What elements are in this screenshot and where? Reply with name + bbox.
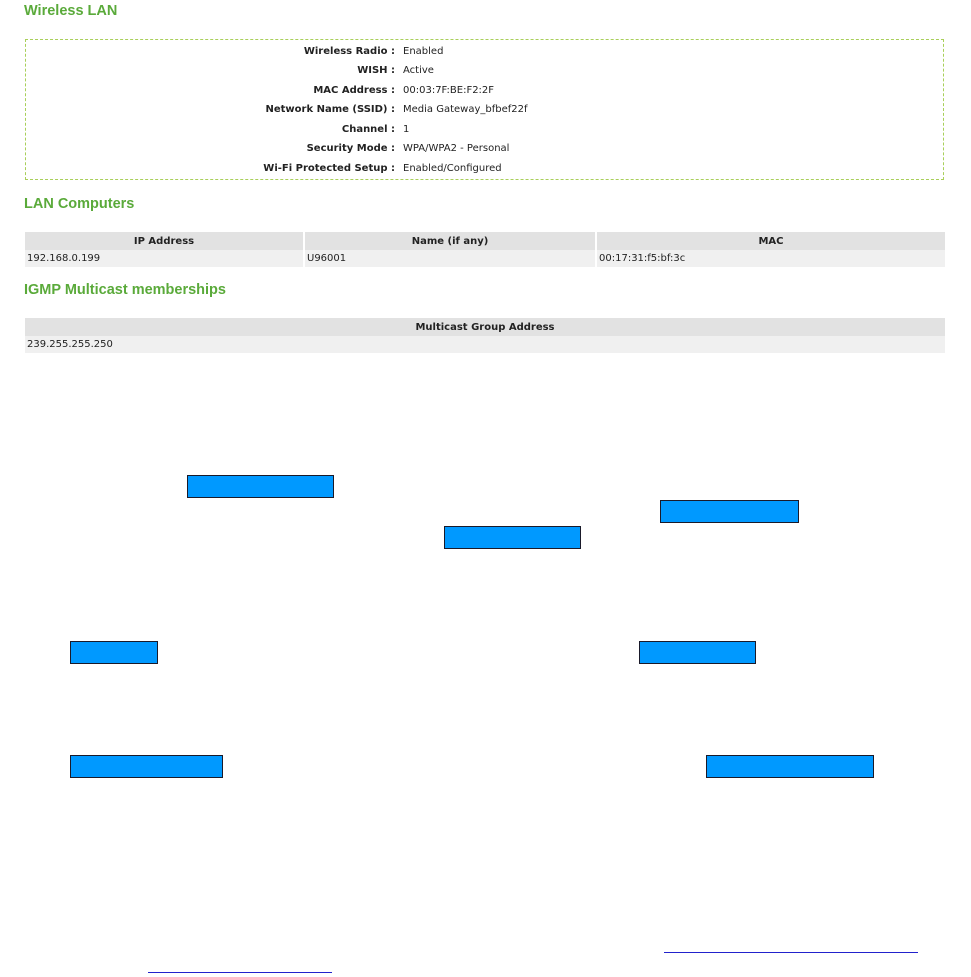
igmp-title: IGMP Multicast memberships [24, 282, 226, 298]
column-header-mac: MAC [596, 232, 945, 250]
info-row-channel [26, 120, 943, 139]
info-row-mac-address [26, 81, 943, 100]
info-value: WPA/WPA2 - Personal [403, 143, 510, 154]
info-label: Security Mode : [306, 143, 395, 154]
info-row-wish [26, 61, 943, 80]
info-value: Media Gateway_bfbef22f [403, 104, 528, 115]
info-value: Active [403, 65, 434, 76]
info-value: Enabled [403, 46, 444, 57]
redaction-box [660, 500, 799, 523]
info-row-security-mode [26, 139, 943, 158]
cell-multicast-address: 239.255.255.250 [25, 336, 945, 353]
info-value: Enabled/Configured [403, 163, 502, 174]
wireless-lan-title: Wireless LAN [24, 3, 118, 19]
table-row [25, 336, 945, 353]
info-row-ssid [26, 100, 943, 119]
link-underline[interactable] [148, 972, 332, 973]
info-label: Wi-Fi Protected Setup : [263, 163, 395, 174]
info-label: MAC Address : [313, 85, 395, 96]
table-header-row [25, 232, 945, 250]
redaction-box [187, 475, 334, 498]
info-label: Channel : [341, 124, 395, 135]
lan-computers-table [25, 232, 945, 267]
info-row-wireless-radio [26, 42, 943, 61]
info-label: WISH : [357, 65, 395, 76]
info-label: Wireless Radio : [303, 46, 395, 57]
redaction-box [639, 641, 756, 664]
link-underline[interactable] [664, 952, 918, 953]
column-header-name: Name (if any) [304, 232, 596, 250]
table-header-row [25, 318, 945, 336]
wireless-lan-panel [25, 39, 944, 180]
info-label: Network Name (SSID) : [265, 104, 395, 115]
lan-computers-title: LAN Computers [24, 196, 135, 212]
cell-ip: 192.168.0.199 [25, 250, 304, 267]
redaction-box [444, 526, 581, 549]
info-value: 1 [403, 124, 410, 135]
column-header-ip: IP Address [25, 232, 304, 250]
redaction-box [70, 641, 158, 664]
info-value: 00:03:7F:BE:F2:2F [403, 85, 495, 96]
table-row [25, 250, 945, 267]
igmp-table [25, 318, 945, 353]
redaction-box [706, 755, 874, 778]
column-header-multicast: Multicast Group Address [25, 318, 945, 336]
redaction-box [70, 755, 223, 778]
info-row-wps [26, 159, 943, 178]
cell-mac: 00:17:31:f5:bf:3c [596, 250, 945, 267]
cell-name: U96001 [304, 250, 596, 267]
